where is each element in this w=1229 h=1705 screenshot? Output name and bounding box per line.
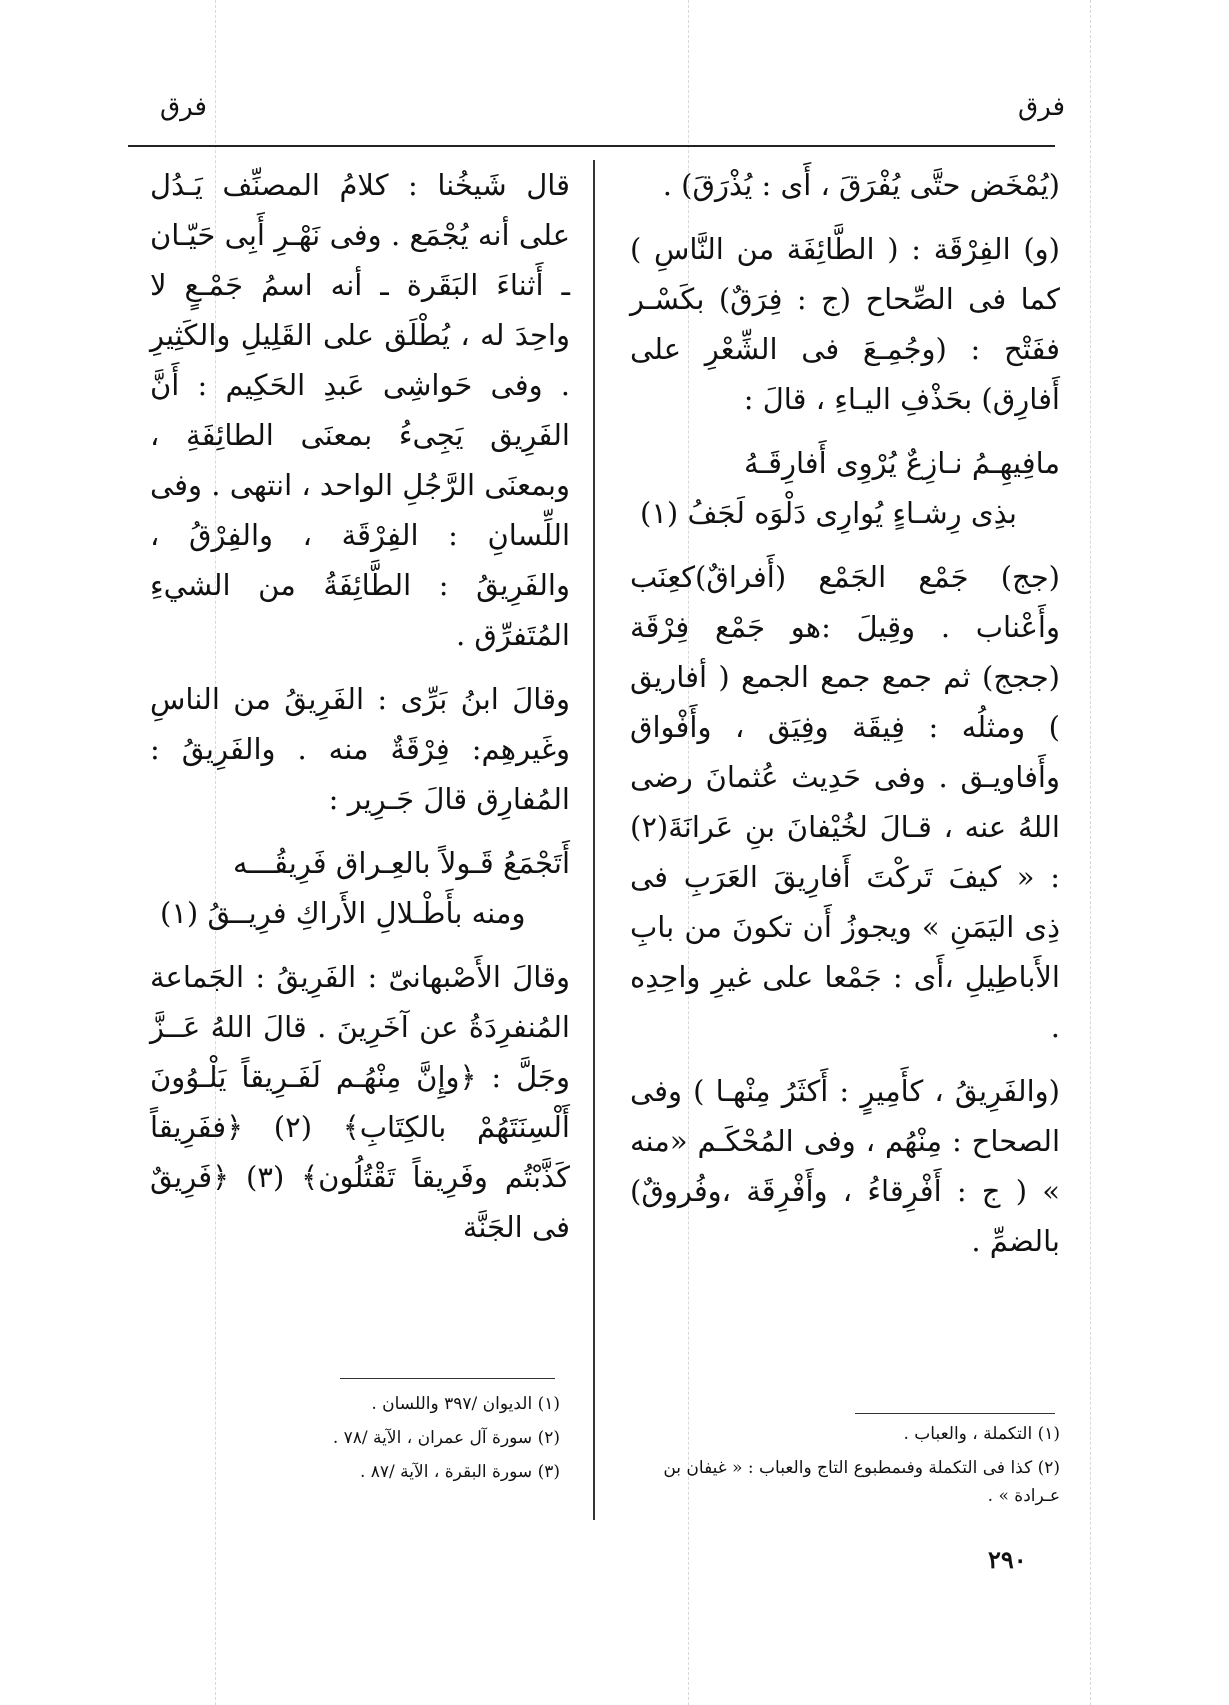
- paragraph: (يُمْخَض حتَّى يُفْرَقَ ، أَى : يُذْرَقَ) .: [662, 168, 1060, 202]
- header-rule: [128, 145, 1055, 147]
- verse-hemistich: أَتَجْمَعُ قَـولاً بالعِـراق فَرِيقُـــه: [232, 846, 570, 880]
- poetry-verse: [630, 438, 1060, 538]
- poetry-verse: [150, 838, 570, 938]
- footnote: (١) الديوان /٣٩٧ واللسان .: [371, 1394, 560, 1414]
- paragraph: قال شَيخُنا : كلامُ المصنِّف يَـدُل على أنه يُجْمَع . وفى نَهْـرِ أَبِى حَيّـان ـ أَثناءَ البَقَرة ـ أنه اسمُ جَمْـعٍ لا واحِدَ له ، يُطْلَق على القَلِيلِ والكَثِيرِ . وفى حَواشِى عَبدِ الحَكِيم : أَنَّ الفَرِيق يَجِىءُ بمعنَى الطائِفَةِ ، وبمعنَى الرَّجُلِ الواحد ، انتهى . وفى اللِّسانِ : الفِرْقَة ، والفِرْقُ ، والفَرِيقُ : الطَّائِفَةُ من الشيءِ المُتَفرِّق .: [150, 168, 570, 652]
- verse-hemistich: ومنه بأَطْـلالِ الأَراكِ فرِيــقُ (١): [160, 896, 526, 930]
- paragraph: وقالَ الأَصْبهانىّ : الفَرِيقُ : الجَماعة المُنفرِدَةُ عن آخَرِينَ . قالَ اللهُ عَــزَّ وجَلَّ : ﴿وإِنَّ مِنْهُـم لَفَـرِيقاً يَلْـوُونَ أَلْسِنَتَهُمْ بالكِتَابِ﴾ (٢) ﴿ففَرِيقاً كَذَّبْتُم وفَرِيقاً تَقْتُلُون﴾ (٣) ﴿فَرِيقٌ فى الجَنَّة: [150, 960, 570, 1244]
- footnote: (٢) كذا فى التكملة وفىمطبوع التاج والعباب : « غيفان بن عـرادة » .: [663, 1458, 1060, 1506]
- verse-hemistich: بذِى رِشـاءٍ يُوارِى دَلْوَه لَجَفُ (١): [640, 496, 1017, 530]
- column-divider: [593, 160, 595, 1520]
- verse-hemistich: مافِيهِـمُ نـازِعٌ يُرْوِى أَفارِقَـهُ: [744, 446, 1060, 480]
- right-column: [630, 160, 1060, 1280]
- paragraph: (و) الفِرْقَة : ( الطَّائِفَة من النَّاسِ ) كما فى الصِّحاح (ج : فِرَقٌ) بكَسْـر ففَتْح : (وجُمِـعَ فى الشِّعْرِ على أَفارِق) بحَذْفِ اليـاءِ ، قالَ :: [630, 232, 1060, 416]
- footnote: (٢) سورة آل عمران ، الآية /٧٨ .: [332, 1428, 560, 1448]
- running-header-right: فرق: [1018, 92, 1065, 122]
- footnote-rule: [340, 1378, 555, 1379]
- footnotes-right: [640, 1420, 1060, 1516]
- paragraph: (جج) جَمْع الجَمْع (أَفراقٌ)كعِنَب وأَعْناب . وقِيلَ :هو جَمْع فِرْقَة (ججج) ثم جمع جمع الجمع ( أفاريق ) ومثلُه : فِيقَة وفِيَق ، وأَفْواق وأَفاويـق . وفى حَدِيث عُثمانَ رضى اللهُ عنه ، قـالَ لخُيْفانَ بنِ عَرانَةَ(٢) : « كيفَ تَركْتَ أَفارِيقَ العَرَبِ فى ذِى اليَمَنِ » ويجوزُ أَن تكونَ من بابِ الأَباطِيلِ ،أَى : جَمْعا على غيرِ واحِدِه .: [630, 560, 1060, 1044]
- page-number: ٢٩٠: [988, 1545, 1027, 1574]
- footnote: (٣) سورة البقرة ، الآية /٨٧ .: [359, 1462, 560, 1482]
- running-header-left: فرق: [160, 92, 207, 122]
- left-column: [150, 160, 570, 1266]
- footnote: (١) التكملة ، والعباب .: [903, 1424, 1060, 1444]
- footnotes-left: [250, 1390, 560, 1492]
- footnote-rule: [855, 1413, 1055, 1414]
- fold-mark: [1090, 0, 1092, 1705]
- paragraph: (والفَرِيقُ ، كأَمِيرٍ : أَكثَرُ مِنْهـا ) وفى الصحاح : مِنْهُم ، وفى المُحْكَـم «منه » ( ج : أَفْرِقاءُ ، وأَفْرِقَة ،وفُروقٌ) بالضمِّ .: [630, 1074, 1060, 1258]
- paragraph: وقالَ ابنُ بَرِّى : الفَرِيقُ من الناسِ وغَيرهِم: فِرْقَةٌ منه . والفَرِيقُ : المُفارِق قالَ جَـرِير :: [150, 682, 570, 816]
